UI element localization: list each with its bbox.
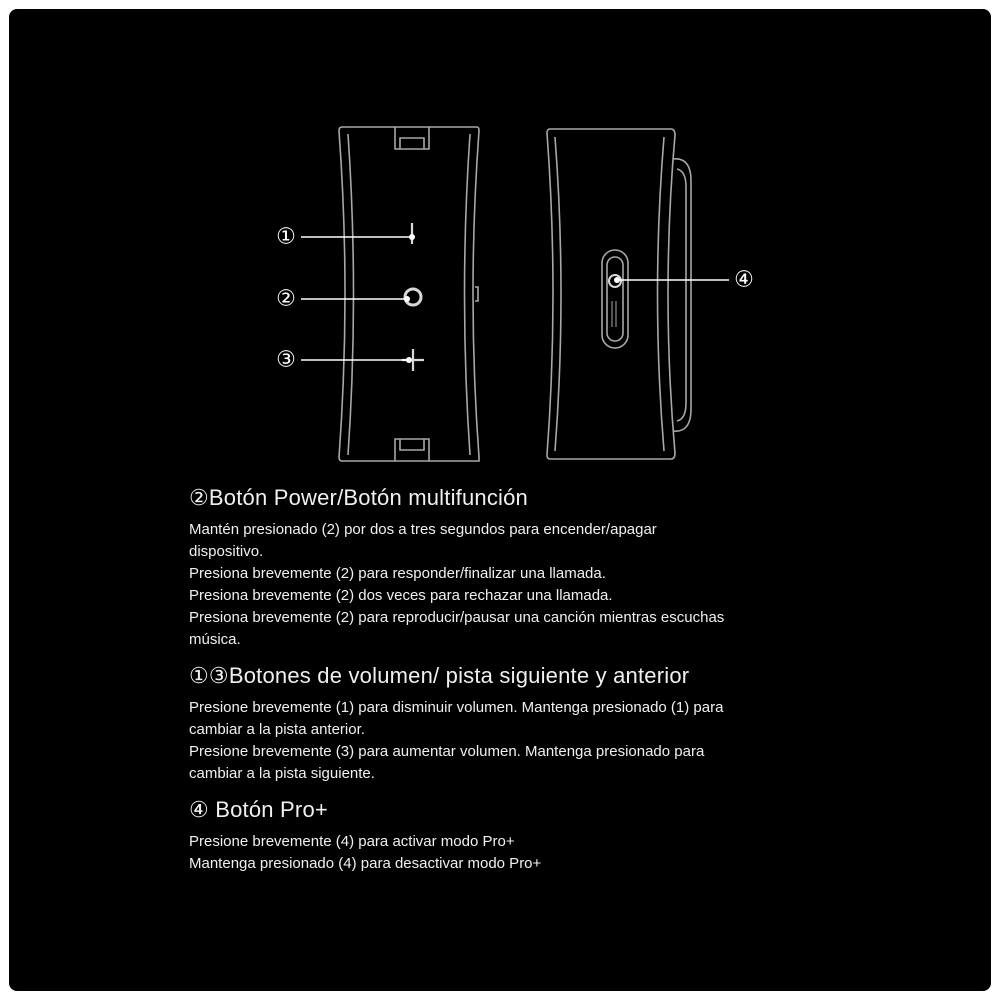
power-section [189,483,829,651]
instruction-line: Presiona brevemente (2) para responder/finalizar una llamada. [189,565,606,582]
instruction-line: cambiar a la pista anterior. [189,721,365,738]
speaker-front-view [339,127,479,461]
instruction-line: música. [189,631,241,648]
section-title: ②Botón Power/Botón multifunción [189,485,528,510]
instruction-line: Mantenga presionado (4) para desactivar modo Pro+ [189,855,542,872]
callout-1-label: ① [276,224,296,250]
instruction-line: Presione brevemente (3) para aumentar volumen. Mantenga presionado para [189,743,705,760]
instruction-line: Mantén presionado (2) por dos a tres segundos para encender/apagar [189,521,657,538]
pro-plus-section [189,795,829,875]
instruction-line: cambiar a la pista siguiente. [189,765,375,782]
volume-section [189,661,829,785]
section-title: ①③Botones de volumen/ pista siguiente y anterior [189,663,690,688]
manual-panel [9,9,991,991]
callout-4-label: ④ [734,267,754,293]
instruction-line: Presione brevemente (1) para disminuir volumen. Mantenga presionado (1) para [189,699,724,716]
instruction-line: dispositivo. [189,543,264,560]
callout-2-label: ② [276,286,296,312]
instruction-line: Presiona brevemente (2) dos veces para rechazar una llamada. [189,587,613,604]
speaker-side-view [547,129,691,459]
instruction-line: Presione brevemente (4) para activar modo Pro+ [189,833,515,850]
instructions [189,483,829,885]
instruction-line: Presiona brevemente (2) para reproducir/pausar una canción mientras escuchas [189,609,725,626]
section-title: ④ Botón Pro+ [189,797,328,822]
speaker-diagram [9,9,991,469]
callout-3-label: ③ [276,347,296,373]
